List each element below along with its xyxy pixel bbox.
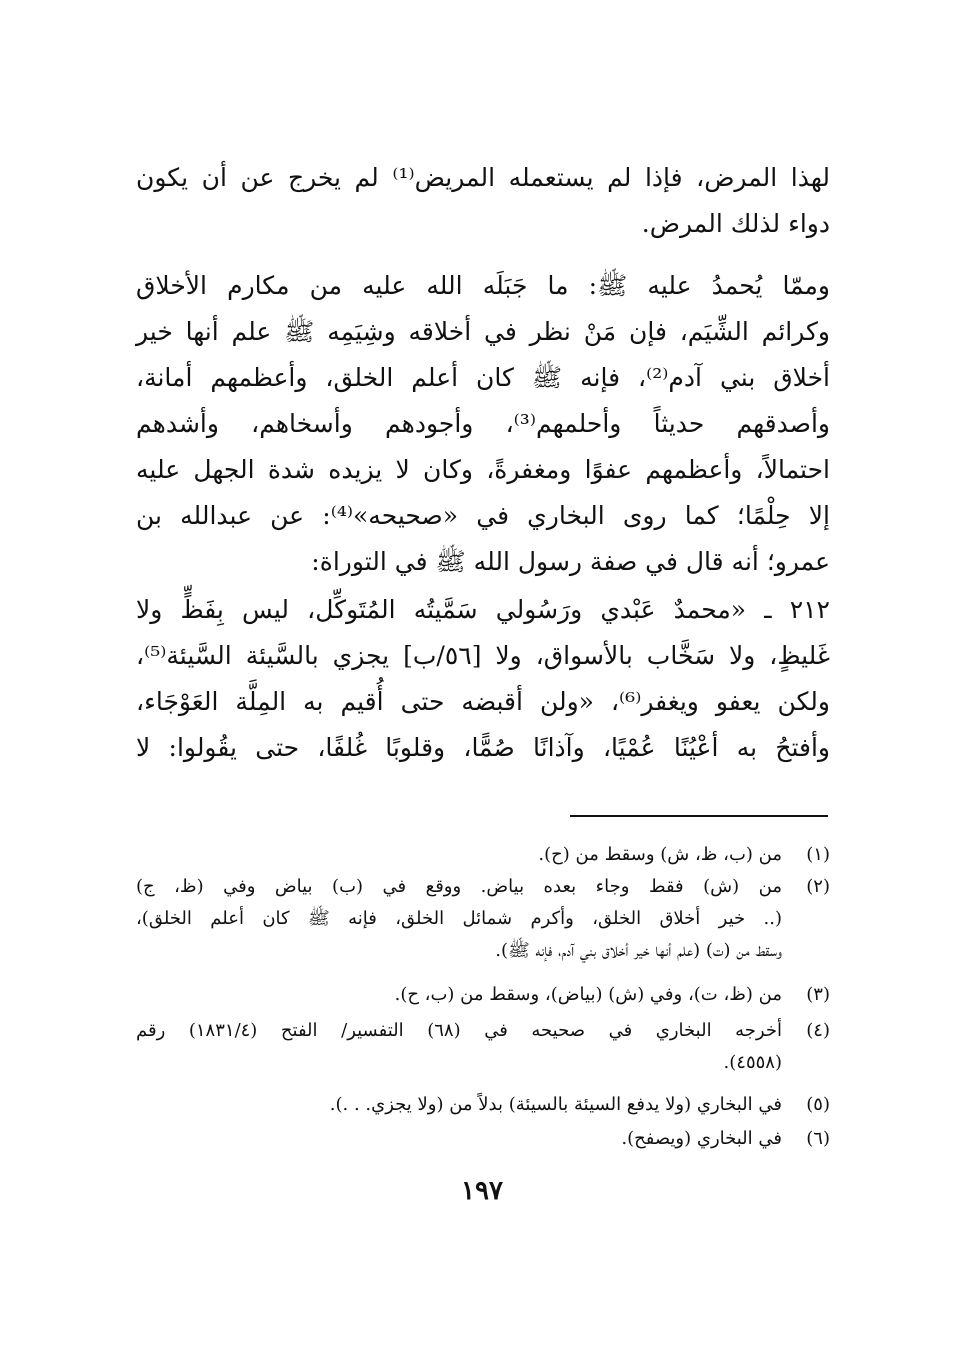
footnote-text: وسقط من (ت) (علم أنها خير أخلاق بني آدم، فإنه ﷺ). xyxy=(495,940,782,961)
footnote-number: (٦) xyxy=(806,1128,830,1149)
footnote-2-cont xyxy=(136,904,830,934)
footnote-4-cont xyxy=(136,1048,830,1078)
page-number: ١٩٧ xyxy=(461,1176,503,1206)
text-line: ٢١٢ ـ «محمدٌ عَبْدي ورَسُولي سَمَّيتُه المُتَوكِّل، ليس بِفَظٍّ ولا xyxy=(136,595,830,624)
footnote-2 xyxy=(136,872,830,902)
footnote-3 xyxy=(136,980,830,1010)
text-line: أخلاق بني آدم⁽²⁾، فإنه ﷺ كان أعلم الخلق، وأعظمهم أمانة، xyxy=(136,363,830,392)
text-line: وكرائم الشِّيَم، فإن مَنْ نظر في أخلاقه وشِيَمِه ﷺ علم أنها خير xyxy=(136,317,830,346)
text-line: إلا حِلْمًا؛ كما روى البخاري في «صحيحه»⁽⁴⁾: عن عبدالله بن xyxy=(136,501,830,530)
footnote-2-cont xyxy=(136,936,830,966)
text-line: وممّا يُحمدُ عليه ﷺ: ما جَبَلَه الله عليه من مكارم الأخلاق xyxy=(136,271,830,300)
text-line: عمرو؛ أنه قال في صفة رسول الله ﷺ في التوراة: xyxy=(311,547,830,576)
footnote-1 xyxy=(136,840,830,870)
footnote-6 xyxy=(136,1124,830,1154)
footnote-4 xyxy=(136,1016,830,1046)
footnote-number: (٢) xyxy=(806,876,830,897)
footnote-text: في البخاري (ويصفح). xyxy=(621,1128,782,1149)
text-line: ولكن يعفو ويغفر⁽⁶⁾، «ولن أقبضه حتى أُقيم به المِلَّة العَوْجَاء، xyxy=(136,687,830,716)
footnote-number: (٣) xyxy=(806,984,830,1005)
footnote-text: (٤٥٥٨). xyxy=(723,1052,782,1073)
footnote-separator xyxy=(570,815,828,817)
footnote-text: في البخاري (ولا يدفع السيئة بالسيئة) بدلاً من (ولا يجزي. . .). xyxy=(329,1094,782,1115)
text-line: وأصدقهم حديثاً وأحلمهم⁽³⁾، وأجودهم وأسخاهم، وأشدهم xyxy=(136,409,830,438)
footnote-text: أخرجه البخاري في صحيحه في (٦٨) التفسير/ الفتح (١٨٣١/٤) رقم xyxy=(136,1020,782,1041)
footnote-number: (٤) xyxy=(806,1020,830,1041)
footnote-5 xyxy=(136,1090,830,1120)
footnote-number: (١) xyxy=(806,844,830,865)
footnote-number: (٥) xyxy=(806,1094,830,1115)
text-line: دواء لذلك المرض. xyxy=(641,209,830,238)
footnote-text: من (ب، ظ، ش) وسقط من (ح). xyxy=(538,844,782,865)
text-line: وأفتحُ به أعْيُنًا عُمْيًا، وآذانًا صُمًّا، وقلوبًا غُلفًا، حتى يقُولوا: لا xyxy=(136,733,830,762)
text-line: لهذا المرض، فإذا لم يستعمله المريض⁽¹⁾ لم يخرج عن أن يكون xyxy=(136,163,830,192)
footnote-text: من (ظ، ت)، وفي (ش) (بياض)، وسقط من (ب، ح). xyxy=(394,984,782,1005)
text-line: غَليظٍ، ولا سَخَّاب بالأسواق، ولا [٥٦/ب] يجزي بالسَّيئة السَّيئة⁽⁵⁾، xyxy=(136,641,831,670)
text-line: احتمالاً، وأعظمهم عفوًا ومغفرةً، وكان لا يزيده شدة الجهل عليه xyxy=(136,455,830,484)
footnote-text: من (ش) فقط وجاء بعده بياض. ووقع في (ب) بياض وفي (ظ، ج) xyxy=(136,876,782,897)
footnote-text: (.. خير أخلاق الخلق، وأكرم شمائل الخلق، فإنه ﷺ كان أعلم الخلق)، xyxy=(136,908,782,929)
